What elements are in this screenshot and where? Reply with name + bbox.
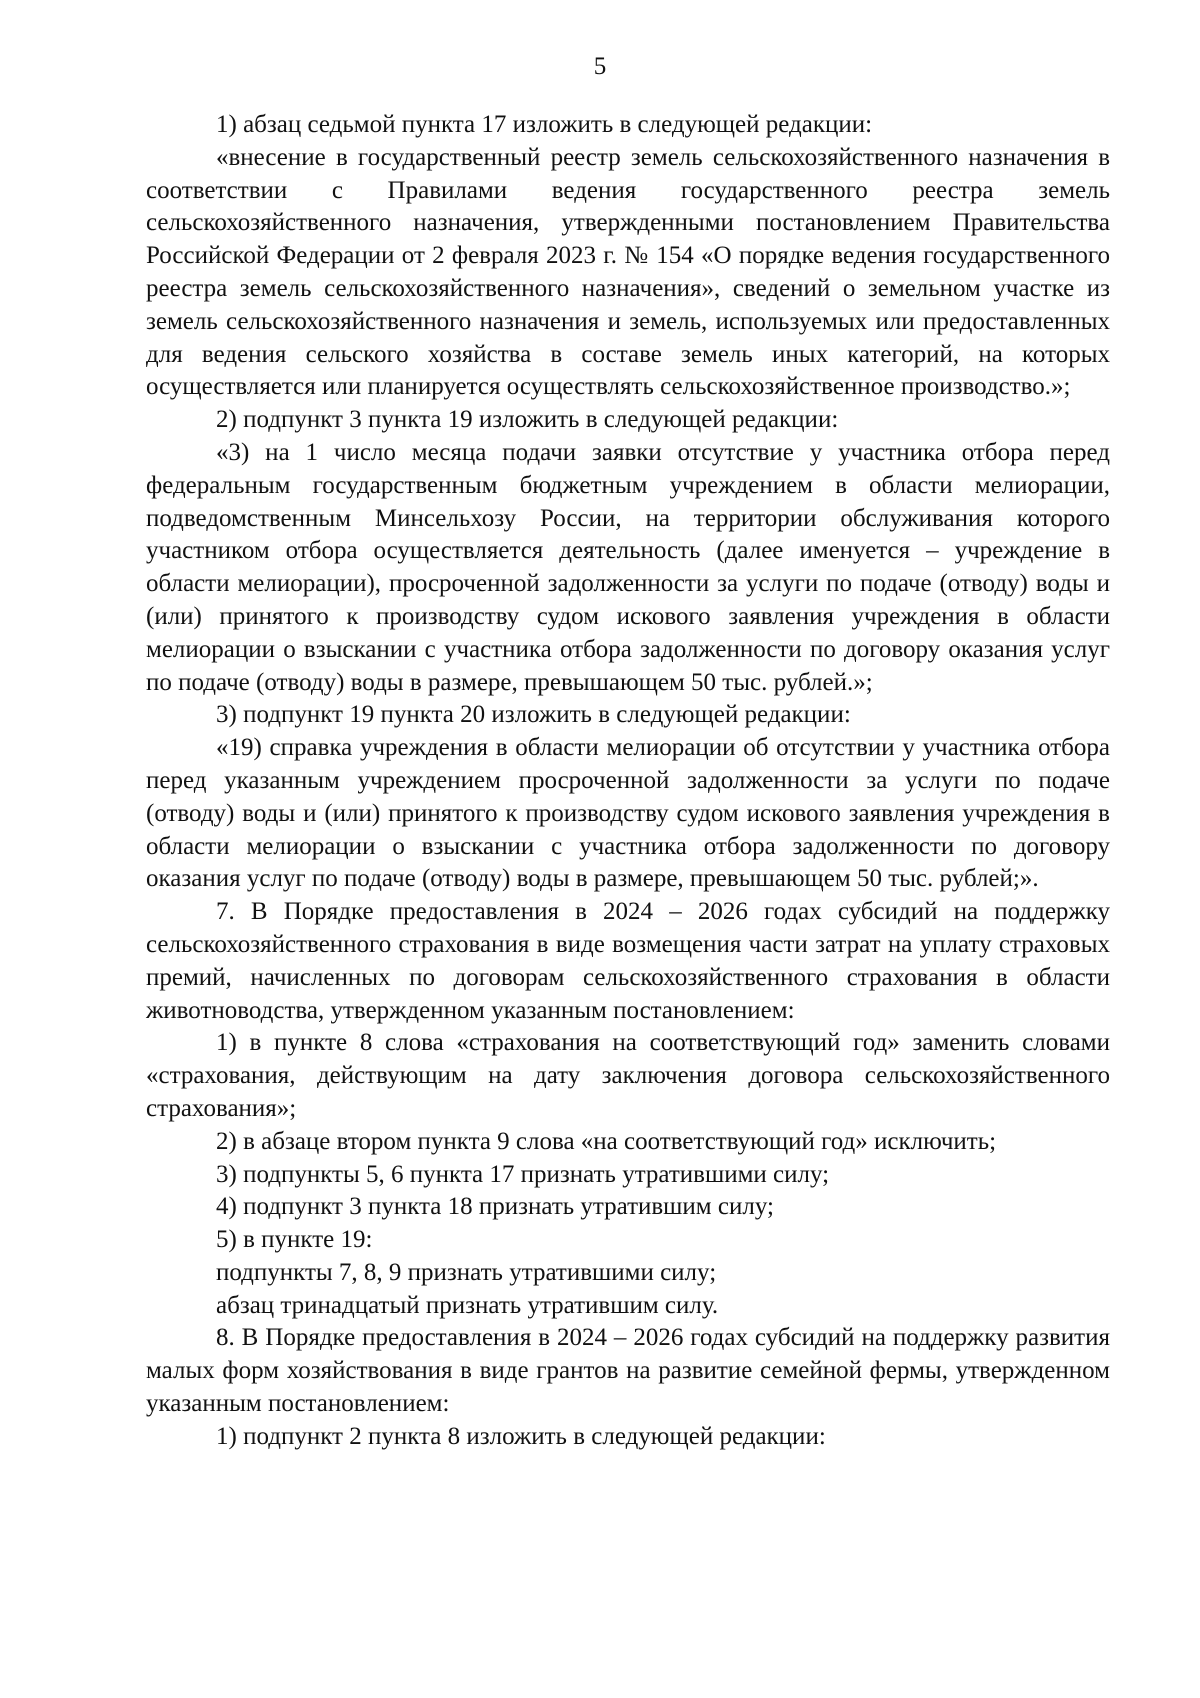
page-number: 5 xyxy=(593,53,607,80)
document-body xyxy=(146,109,1110,1454)
paragraph-5: 3) подпункт 19 пункта 20 изложить в следующей редакции: xyxy=(216,701,851,729)
paragraph-16: 1) подпункт 2 пункта 8 изложить в следующей редакции: xyxy=(216,1422,826,1450)
paragraph-11: 4) подпункт 3 пункта 18 признать утратившим силу; xyxy=(216,1193,774,1221)
paragraph-7: 7. В Порядке предоставления в 2024 – 2026 годах субсидий на поддержку сельскохозяйственного страхования в виде возмещения части затрат на уплату страховых премий, начисленных по договорам сельскохозяйственного страхования в области животноводства, утвержденном указанным постановлением: xyxy=(146,898,1110,1024)
paragraph-1: 1) абзац седьмой пункта 17 изложить в следующей редакции: xyxy=(216,111,873,138)
paragraph-8: 1) в пункте 8 слова «страхования на соответствующий год» заменить словами «страхования, действующим на дату заключения договора сельскохозяйственного страхования»; xyxy=(146,1029,1110,1122)
paragraph-10: 3) подпункты 5, 6 пункта 17 признать утратившими силу; xyxy=(216,1160,830,1188)
paragraph-15: 8. В Порядке предоставления в 2024 – 2026 годах субсидий на поддержку развития малых форм хозяйствования в виде грантов на развитие семейной фермы, утвержденном указанным постановлением: xyxy=(146,1324,1110,1418)
paragraph-13: подпункты 7, 8, 9 признать утратившими силу; xyxy=(216,1258,717,1286)
paragraph-14: абзац тринадцатый признать утратившим силу. xyxy=(216,1291,719,1319)
paragraph-6: «19) справка учреждения в области мелиорации об отсутствии у участника отбора перед указанным учреждением просроченной задолженности за услуги по подаче (отводу) воды и (или) принятого к производству судом искового заявления учреждения в области мелиорации о взыскании с участника отбора задолженности по договору оказания услуг по подаче (отводу) воды в размере, превышающем 50 тыс. рублей;». xyxy=(146,734,1110,893)
paragraph-2: «внесение в государственный реестр земель сельскохозяйственного назначения в соответствии с Правилами ведения государственного реестра земель сельскохозяйственного назначения, утвержденными постановлением Правительства Российской Федерации от 2 февраля 2023 г. № 154 «О порядке ведения государственного реестра земель сельскохозяйственного назначения», сведений о земельном участке из земель сельскохозяйственного назначения и земель, используемых или предоставленных для ведения сельского хозяйства в составе земель иных категорий, на которых осуществляется или планируется осуществлять сельскохозяйственное производство.»; xyxy=(146,143,1110,401)
paragraph-12: 5) в пункте 19: xyxy=(216,1226,373,1254)
paragraph-3: 2) подпункт 3 пункта 19 изложить в следующей редакции: xyxy=(216,406,839,434)
paragraph-9: 2) в абзаце втором пункта 9 слова «на соответствующий год» исключить; xyxy=(216,1127,997,1155)
paragraph-4: «3) на 1 число месяца подачи заявки отсутствие у участника отбора перед федеральным государственным бюджетным учреждением в области мелиорации, подведомственным Минсельхозу России, на территории обслуживания которого участником отбора осуществляется деятельность (далее именуется – учреждение в области мелиорации), просроченной задолженности за услуги по подаче (отводу) воды и (или) принятого к производству судом искового заявления учреждения в области мелиорации о взыскании с участника отбора задолженности по договору оказания услуг по подаче (отводу) воды в размере, превышающем 50 тыс. рублей.»; xyxy=(146,438,1110,696)
